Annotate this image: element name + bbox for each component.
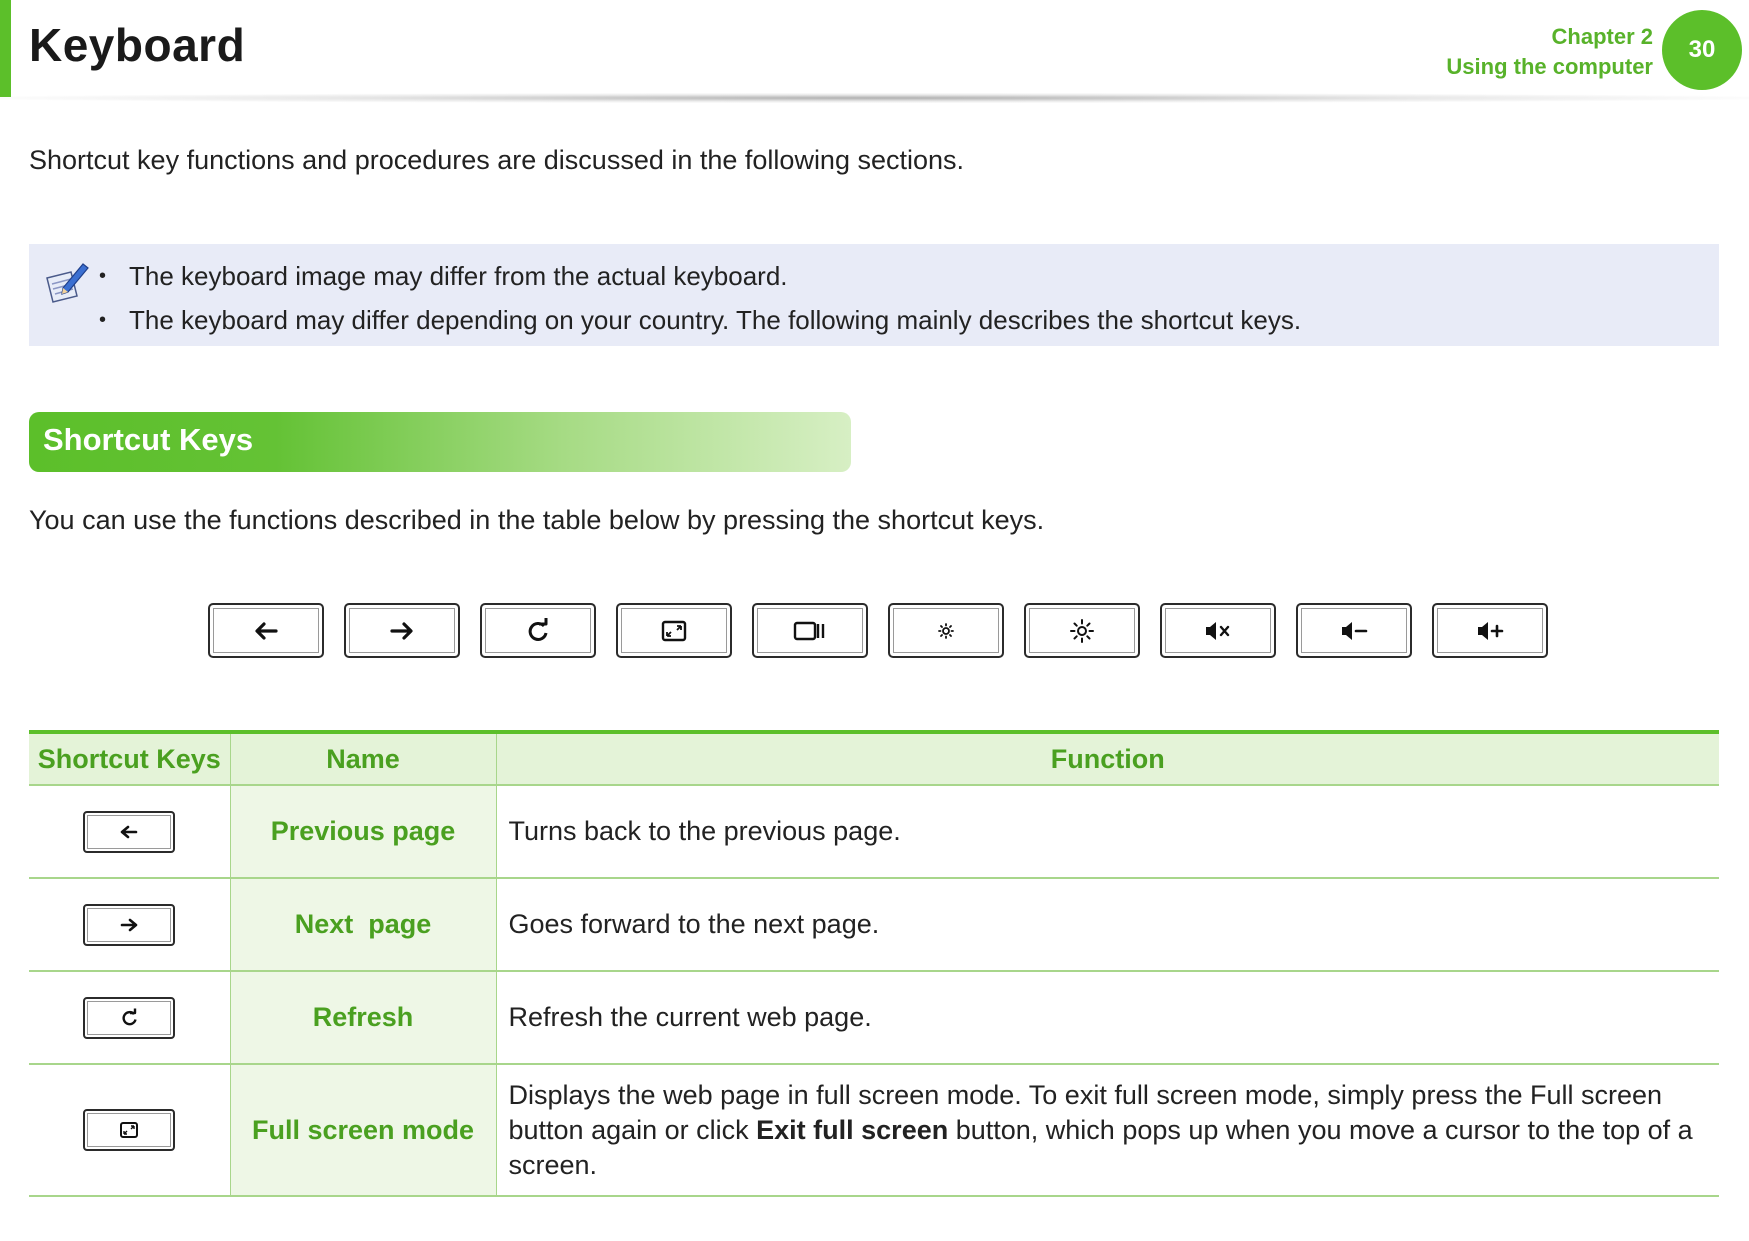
- shortcut-function: Goes forward to the next page.: [496, 878, 1719, 971]
- table-header-keys: Shortcut Keys: [29, 732, 230, 785]
- brightness-up-icon: [1065, 616, 1099, 646]
- mini-key: [83, 997, 175, 1039]
- header-divider: [0, 93, 1749, 103]
- shortcut-key-cell: [29, 878, 230, 971]
- note-item: • The keyboard image may differ from the actual keyboard.: [99, 254, 1301, 298]
- shortcut-function: Turns back to the previous page.: [496, 785, 1719, 878]
- key-refresh: [480, 603, 596, 658]
- section-title: Shortcut Keys: [43, 422, 254, 457]
- table-row: [29, 878, 1719, 971]
- page-number-badge: 30: [1662, 10, 1742, 90]
- key-brightness-up: [1024, 603, 1140, 658]
- exit-full-screen-label: Exit full screen: [756, 1114, 949, 1145]
- note-pencil-icon: [41, 258, 91, 308]
- shortcut-table: [29, 730, 1719, 1197]
- section-description: You can use the functions described in the table below by pressing the shortcut keys.: [29, 505, 1045, 535]
- fullscreen-icon: [657, 616, 691, 646]
- note-box: [29, 244, 1719, 346]
- table-row: [29, 971, 1719, 1064]
- arrow-right-icon: [385, 616, 419, 646]
- shortcut-name: Refresh: [230, 971, 496, 1064]
- key-next-page: [344, 603, 460, 658]
- key-fullscreen: [616, 603, 732, 658]
- page-title: Keyboard: [29, 19, 246, 71]
- key-volume-up: [1432, 603, 1548, 658]
- function-text: button, which pops up when you move a cursor to the top of a screen.: [508, 1114, 1693, 1180]
- shortcut-function: [496, 1064, 1719, 1196]
- arrow-right-icon: [117, 914, 141, 936]
- shortcut-key-cell: [29, 785, 230, 878]
- refresh-icon: [117, 1007, 141, 1029]
- table-header-name: Name: [230, 732, 496, 785]
- note-list: [99, 254, 1301, 342]
- intro-text: Shortcut key functions and procedures are discussed in the following sections.: [29, 145, 965, 175]
- chapter-number: Chapter 2: [1551, 24, 1653, 49]
- table-header-row: [29, 732, 1719, 785]
- mute-icon: [1201, 616, 1235, 646]
- chapter-label: [1446, 22, 1653, 82]
- refresh-icon: [521, 616, 555, 646]
- shortcut-key-cell: [29, 971, 230, 1064]
- volume-down-icon: [1337, 616, 1371, 646]
- table-row: [29, 785, 1719, 878]
- mini-key: [83, 811, 175, 853]
- arrow-left-icon: [249, 616, 283, 646]
- chapter-subtitle: Using the computer: [1446, 54, 1653, 79]
- shortcut-function: Refresh the current web page.: [496, 971, 1719, 1064]
- switch-window-icon: [793, 616, 827, 646]
- brightness-down-icon: [929, 616, 963, 646]
- arrow-left-icon: [117, 821, 141, 843]
- shortcut-name: Full screen mode: [230, 1064, 496, 1196]
- note-item: • The keyboard may differ depending on your country. The following mainly describes the shortcut keys.: [99, 298, 1301, 342]
- mini-key: [83, 1109, 175, 1151]
- key-mute: [1160, 603, 1276, 658]
- table-header-function: Function: [496, 732, 1719, 785]
- fullscreen-icon: [117, 1119, 141, 1141]
- key-brightness-down: [888, 603, 1004, 658]
- shortcut-name: Next page: [230, 878, 496, 971]
- shortcut-key-strip: [208, 603, 1548, 657]
- function-text: Displays the web page in full screen mode. To exit full screen mode, simply press the Full screen button again or click: [508, 1079, 1663, 1145]
- volume-up-icon: [1473, 616, 1507, 646]
- key-previous-page: [208, 603, 324, 658]
- header-accent-bar: [0, 0, 11, 97]
- mini-key: [83, 904, 175, 946]
- shortcut-name: Previous page: [230, 785, 496, 878]
- key-volume-down: [1296, 603, 1412, 658]
- table-row: [29, 1064, 1719, 1196]
- shortcut-key-cell: [29, 1064, 230, 1196]
- section-header-bar: [29, 412, 851, 472]
- key-switch-window: [752, 603, 868, 658]
